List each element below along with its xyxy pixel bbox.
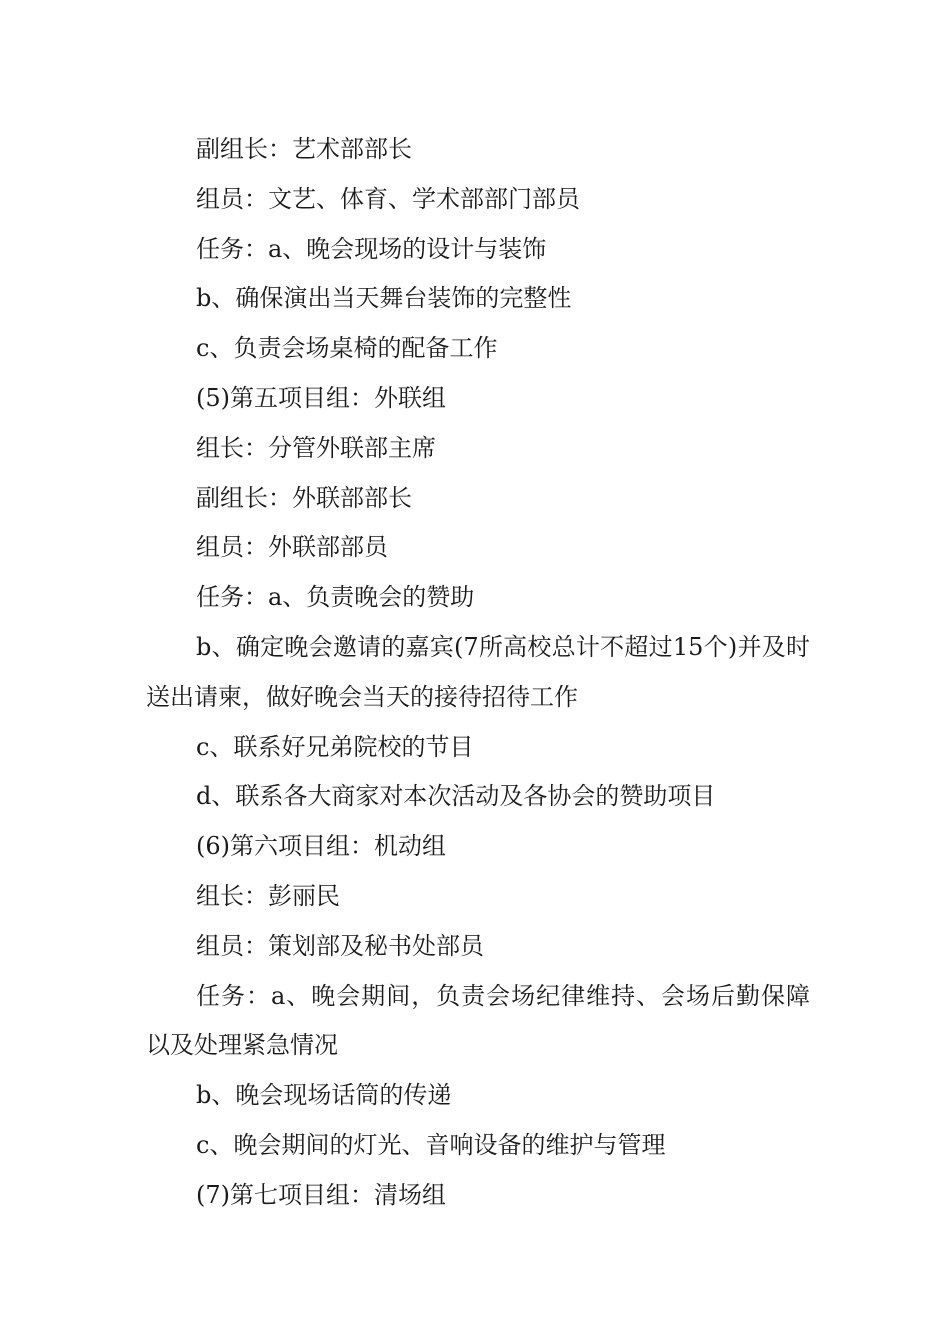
paragraph: b、确保演出当天舞台装饰的完整性 <box>196 284 572 313</box>
paragraph: 副组长：外联部部长 <box>196 483 412 512</box>
paragraph: 组长：彭丽民 <box>196 881 340 910</box>
section-heading: (6)第六项目组：机动组 <box>196 832 446 861</box>
paragraph: d、联系各大商家对本次活动及各协会的赞助项目 <box>196 782 716 811</box>
paragraph: 副组长：艺术部部长 <box>196 135 412 163</box>
document-page <box>146 125 810 1221</box>
paragraph: 任务：a、负责晚会的赞助 <box>196 583 475 612</box>
paragraph: 组员：外联部部员 <box>196 533 388 562</box>
paragraph: 组长：分管外联部主席 <box>196 433 436 462</box>
paragraph: c、负责会场桌椅的配备工作 <box>196 334 498 363</box>
paragraph: 任务：a、晚会现场的设计与装饰 <box>196 234 547 263</box>
paragraph: b、晚会现场话筒的传递 <box>196 1081 452 1110</box>
paragraph: 组员：策划部及秘书处部员 <box>196 931 484 960</box>
paragraph: 组员：文艺、体育、学术部部门部员 <box>196 184 580 213</box>
section-heading: (5)第五项目组：外联组 <box>196 383 446 412</box>
section-heading: (7)第七项目组：清场组 <box>196 1180 446 1209</box>
paragraph: b、确定晚会邀请的嘉宾(7所高校总计不超过15个)并及时送出请柬，做好晚会当天的接待招待工作 <box>146 632 810 711</box>
paragraph: c、联系好兄弟院校的节目 <box>196 732 474 761</box>
paragraph: 任务：a、晚会期间，负责会场纪律维持、会场后勤保障以及处理紧急情况 <box>146 981 810 1060</box>
paragraph: c、晚会期间的灯光、音响设备的维护与管理 <box>196 1130 666 1159</box>
